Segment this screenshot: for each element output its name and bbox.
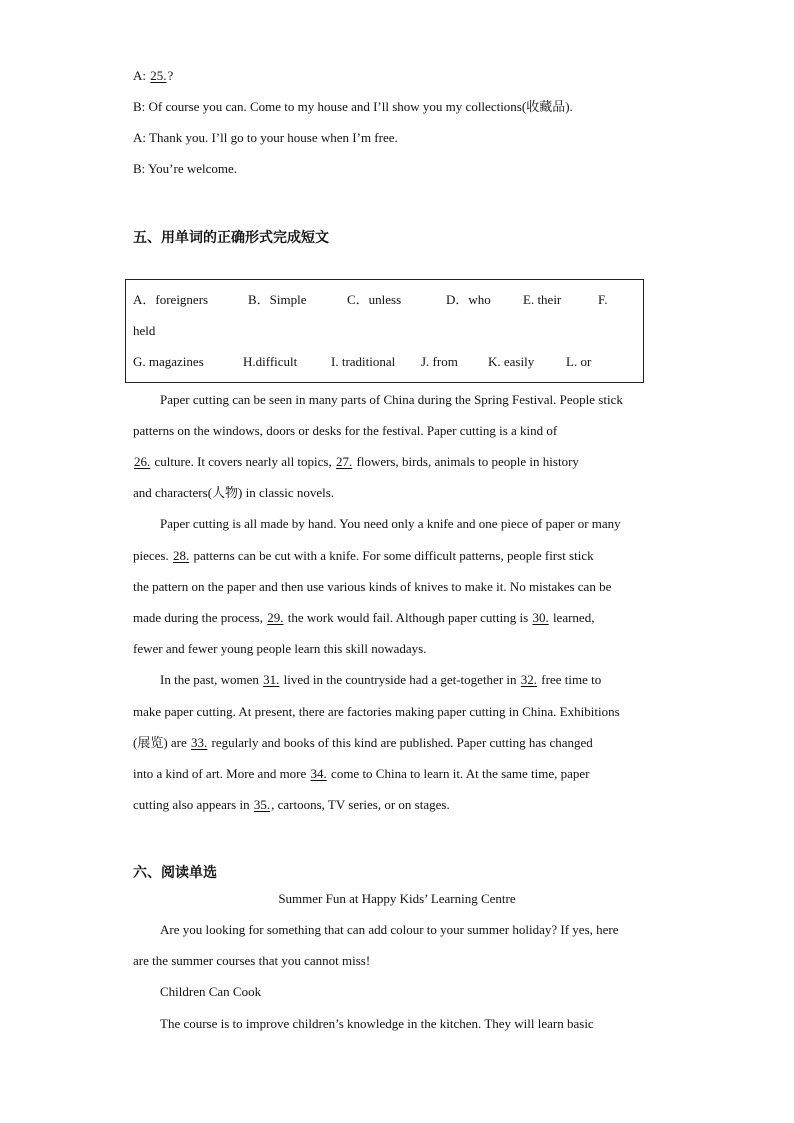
passage-line xyxy=(133,641,427,657)
text: culture. It covers nearly all topics, xyxy=(154,454,332,469)
passage-line xyxy=(133,423,557,439)
blank-33[interactable]: 33. xyxy=(191,735,208,750)
blank-29[interactable]: 29. xyxy=(267,610,284,625)
text: , cartoons, TV series, or on stages. xyxy=(271,797,450,812)
dialogue-text: Thank you. I’ll go to your house when I’m free. xyxy=(149,130,398,145)
option-i: I. traditional xyxy=(331,354,396,369)
text: cutting also appears in xyxy=(133,797,250,812)
option-k: K. easily xyxy=(488,354,535,369)
blank-26[interactable]: 26. xyxy=(134,454,151,469)
blank-32[interactable]: 32. xyxy=(520,672,538,687)
text: In the past, women xyxy=(160,672,259,687)
section-6-title: 六、阅读单选 xyxy=(133,865,217,881)
dialogue-text: Of course you can. Come to my house and I’ll show you my collections(收藏品). xyxy=(148,99,573,114)
text: into a kind of art. More and more xyxy=(133,766,307,781)
option-f-word: held xyxy=(133,323,156,338)
text: the work would fail. Although paper cutting is xyxy=(287,610,529,625)
option-a: A．foreigners xyxy=(133,292,209,307)
blank-30[interactable]: 30. xyxy=(532,610,549,625)
dialogue-text: You’re welcome. xyxy=(148,161,238,176)
blank-25[interactable]: 25. xyxy=(150,68,167,83)
passage-line xyxy=(133,704,620,720)
text: learned, xyxy=(552,610,595,625)
blank-27[interactable]: 27. xyxy=(336,454,353,469)
option-g: G. magazines xyxy=(133,354,204,369)
text: (展览) are xyxy=(133,735,187,750)
passage-line xyxy=(133,766,590,782)
passage-line: Are you looking for something that can add colour to your summer holiday? If yes, here xyxy=(160,922,619,937)
speaker: A: xyxy=(133,68,146,83)
dialogue-line-4 xyxy=(133,161,237,177)
text: make paper cutting. At present, there are factories making paper cutting in China. Exhibitions xyxy=(133,704,620,719)
passage-line xyxy=(133,454,579,470)
text: fewer and fewer young people learn this skill nowadays. xyxy=(133,641,427,656)
passage-line xyxy=(133,579,611,595)
passage-title: Summer Fun at Happy Kids’ Learning Centre xyxy=(278,891,516,906)
text: regularly and books of this kind are published. Paper cutting has changed xyxy=(211,735,593,750)
text: ? xyxy=(167,68,174,83)
passage-line xyxy=(160,516,621,532)
text: free time to xyxy=(541,672,602,687)
text: lived in the countryside had a get-together in xyxy=(283,672,517,687)
passage-line: The course is to improve children’s knowledge in the kitchen. They will learn basic xyxy=(160,1016,594,1031)
blank-34[interactable]: 34. xyxy=(310,766,327,781)
option-d: D．who xyxy=(446,292,491,307)
passage-line xyxy=(133,548,594,564)
blank-28[interactable]: 28. xyxy=(172,548,190,563)
text: Paper cutting can be seen in many parts of China during the Spring Festival. People stick xyxy=(160,392,623,407)
text: and characters(人物) in classic novels. xyxy=(133,485,335,500)
dialogue-line-2 xyxy=(133,99,573,115)
option-f: F. xyxy=(598,292,608,307)
option-e: E. their xyxy=(523,292,562,307)
text: patterns can be cut with a knife. For some difficult patterns, people first stick xyxy=(193,548,594,563)
passage-line xyxy=(160,392,623,408)
text: the pattern on the paper and then use various kinds of knives to make it. No mistakes can be xyxy=(133,579,612,594)
option-c: C．unless xyxy=(347,292,402,307)
dialogue-line-3 xyxy=(133,130,398,146)
option-j: J. from xyxy=(421,354,458,369)
blank-35[interactable]: 35. xyxy=(253,797,271,812)
passage-line xyxy=(133,735,593,751)
speaker: A: xyxy=(133,130,146,145)
option-l: L. or xyxy=(566,354,592,369)
speaker: B: xyxy=(133,161,146,176)
text: patterns on the windows, doors or desks for the festival. Paper cutting is a kind of xyxy=(133,423,558,438)
section-5-title: 五、用单词的正确形式完成短文 xyxy=(133,230,329,246)
passage-line xyxy=(160,672,601,688)
passage-line xyxy=(133,797,450,813)
option-b: B．Simple xyxy=(248,292,307,307)
passage-line xyxy=(133,485,334,501)
text: made during the process, xyxy=(133,610,263,625)
passage-line xyxy=(133,610,594,626)
option-h: H.difficult xyxy=(243,354,298,369)
blank-31[interactable]: 31. xyxy=(263,672,280,687)
text: Paper cutting is all made by hand. You need only a knife and one piece of paper or many xyxy=(160,516,621,531)
text: come to China to learn it. At the same time, paper xyxy=(331,766,590,781)
passage-line: are the summer courses that you cannot miss! xyxy=(133,953,371,968)
course-title: Children Can Cook xyxy=(160,984,262,999)
speaker: B: xyxy=(133,99,146,114)
dialogue-line-1 xyxy=(133,68,173,84)
text: flowers, birds, animals to people in history xyxy=(356,454,579,469)
text: pieces. xyxy=(133,548,169,563)
